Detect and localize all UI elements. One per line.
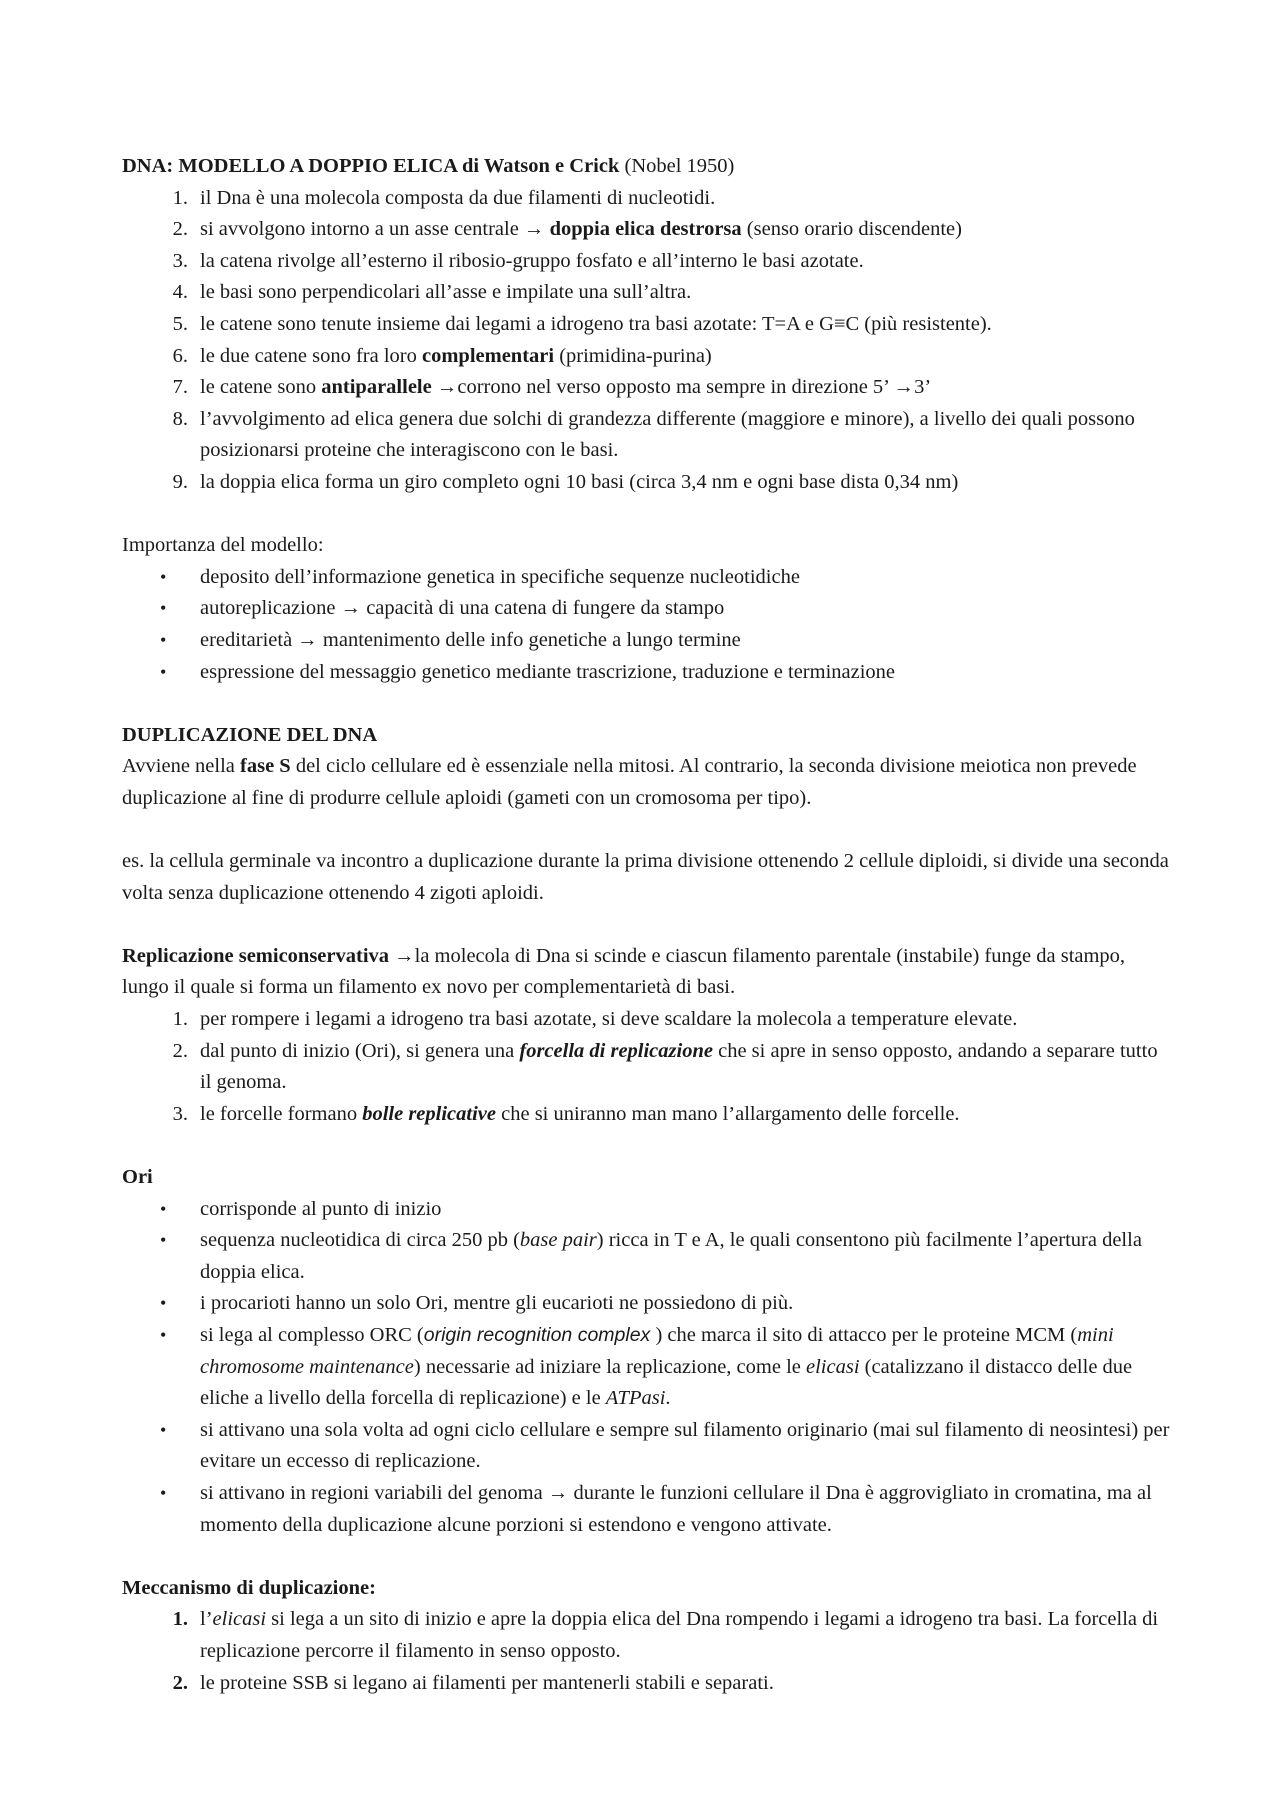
list-item: 1. il Dna è una molecola composta da due filamenti di nucleotidi.: [172, 186, 716, 209]
section-title-ori: Ori: [122, 1166, 153, 1188]
list-item: • sequenza nucleotidica di circa 250 pb (base pair) ricca in T e A, le quali consentono più facilmente l’apertura della doppia elica.: [122, 1225, 1172, 1288]
list-item: 2. dal punto di inizio (Ori), si genera una forcella di replicazione che si apre in senso opposto, andando a separare tutto il genoma.: [172, 1039, 1158, 1094]
dna-model-list: [122, 183, 1172, 499]
bullet-icon: •: [160, 1324, 167, 1345]
importanza-heading: Importanza del modello:: [122, 534, 324, 557]
section-title-meccanismo: Meccanismo di duplicazione:: [122, 1576, 376, 1599]
list-item: 7. le catene sono antiparallele →corrono nel verso opposto ma sempre in direzione 5’ →3’: [172, 376, 932, 399]
paragraph: Avviene nella fase S del ciclo cellulare ed è essenziale nella mitosi. Al contrario, la seconda divisione meiotica non prevede duplicazione al fine di produrre cellule aploidi (gameti con un cromosoma per tipo).: [122, 755, 1137, 809]
section-title-duplicazione: DUPLICAZIONE DEL DNA: [122, 723, 378, 746]
bullet-icon: •: [160, 629, 167, 650]
bullet-icon: •: [160, 1230, 167, 1251]
list-item: 4. le basi sono perpendicolari all’asse e impilate una sull’altra.: [172, 281, 692, 304]
list-item: 8. l’avvolgimento ad elica genera due solchi di grandezza differente (maggiore e minore), a livello dei quali possono posizionarsi proteine che interagiscono con le basi.: [172, 407, 1135, 462]
bullet-icon: •: [160, 598, 167, 619]
list-item: • i procarioti hanno un solo Ori, mentre gli eucarioti ne possiedono di più.: [122, 1288, 1172, 1320]
list-item: 2. si avvolgono intorno a un asse centrale → doppia elica destrorsa (senso orario discendente): [172, 218, 962, 241]
list-item: 1. l’elicasi si lega a un sito di inizio e apre la doppia elica del Dna rompendo i legami a idrogeno tra basi. La forcella di replicazione percorre il filamento in senso opposto.: [172, 1608, 1159, 1662]
bullet-icon: •: [160, 661, 167, 682]
list-item: • si attivano una sola volta ad ogni ciclo cellulare e sempre sul filamento originario (mai sul filamento di neosintesi) per evitare un eccesso di replicazione.: [122, 1415, 1172, 1478]
document-page: [122, 151, 1172, 1699]
bullet-icon: •: [160, 1293, 167, 1314]
list-item: • deposito dell’informazione genetica in specifiche sequenze nucleotidiche: [122, 562, 1172, 594]
meccanismo-list: [122, 1604, 1172, 1699]
list-item: 2. le proteine SSB si legano ai filamenti per mantenerli stabili e separati.: [172, 1671, 774, 1694]
list-item: • si attivano in regioni variabili del genoma → durante le funzioni cellulare il Dna è aggrovigliato in cromatina, ma al momento della duplicazione alcune porzioni si estendono e vengono attivate.: [122, 1478, 1172, 1541]
list-item: • si lega al complesso ORC (origin recognition complex ) che marca il sito di attacco per le proteine MCM (mini chromosome maintenance) necessarie ad iniziare la replicazione, come le elicasi (catalizzano il distacco delle due eliche a livello della forcella di replicazione) e le ATPasi.: [122, 1320, 1172, 1415]
bullet-icon: •: [160, 1198, 167, 1219]
list-item: • ereditarietà → mantenimento delle info genetiche a lungo termine: [122, 625, 1172, 657]
list-item: 9. la doppia elica forma un giro completo ogni 10 basi (circa 3,4 nm e ogni base dista 0,34 nm): [172, 470, 959, 493]
bullet-icon: •: [160, 1419, 167, 1440]
section-title-dna-model: DNA: MODELLO A DOPPIO ELICA di Watson e Crick (Nobel 1950): [122, 155, 735, 177]
ori-list: [122, 1194, 1172, 1542]
bullet-icon: •: [160, 566, 167, 587]
paragraph: Replicazione semiconservativa →la molecola di Dna si scinde e ciascun filamento parentale (instabile) funge da stampo, lungo il quale si forma un filamento ex novo per complementarietà di basi.: [122, 944, 1126, 999]
list-item: • espressione del messaggio genetico mediante trascrizione, traduzione e terminazione: [122, 657, 1172, 689]
list-item: 3. la catena rivolge all’esterno il ribosio-gruppo fosfato e all’interno le basi azotate.: [172, 249, 864, 272]
bullet-icon: •: [160, 1482, 167, 1503]
paragraph: es. la cellula germinale va incontro a duplicazione durante la prima divisione ottenendo 2 cellule diploidi, si divide una seconda volta senza duplicazione ottenendo 4 zigoti aploidi.: [122, 850, 1169, 904]
list-item: 1. per rompere i legami a idrogeno tra basi azotate, si deve scaldare la molecola a temperature elevate.: [172, 1008, 1018, 1031]
replicazione-list: [122, 1004, 1172, 1130]
list-item: 3. le forcelle formano bolle replicative che si uniranno man mano l’allargamento delle forcelle.: [172, 1102, 960, 1125]
list-item: • corrisponde al punto di inizio: [122, 1194, 1172, 1226]
list-item: 6. le due catene sono fra loro complementari (primidina-purina): [172, 344, 712, 367]
list-item: 5. le catene sono tenute insieme dai legami a idrogeno tra basi azotate: T=A e G≡C (più resistente).: [172, 312, 992, 335]
importanza-list: [122, 562, 1172, 688]
list-item: • autoreplicazione → capacità di una catena di fungere da stampo: [122, 593, 1172, 625]
